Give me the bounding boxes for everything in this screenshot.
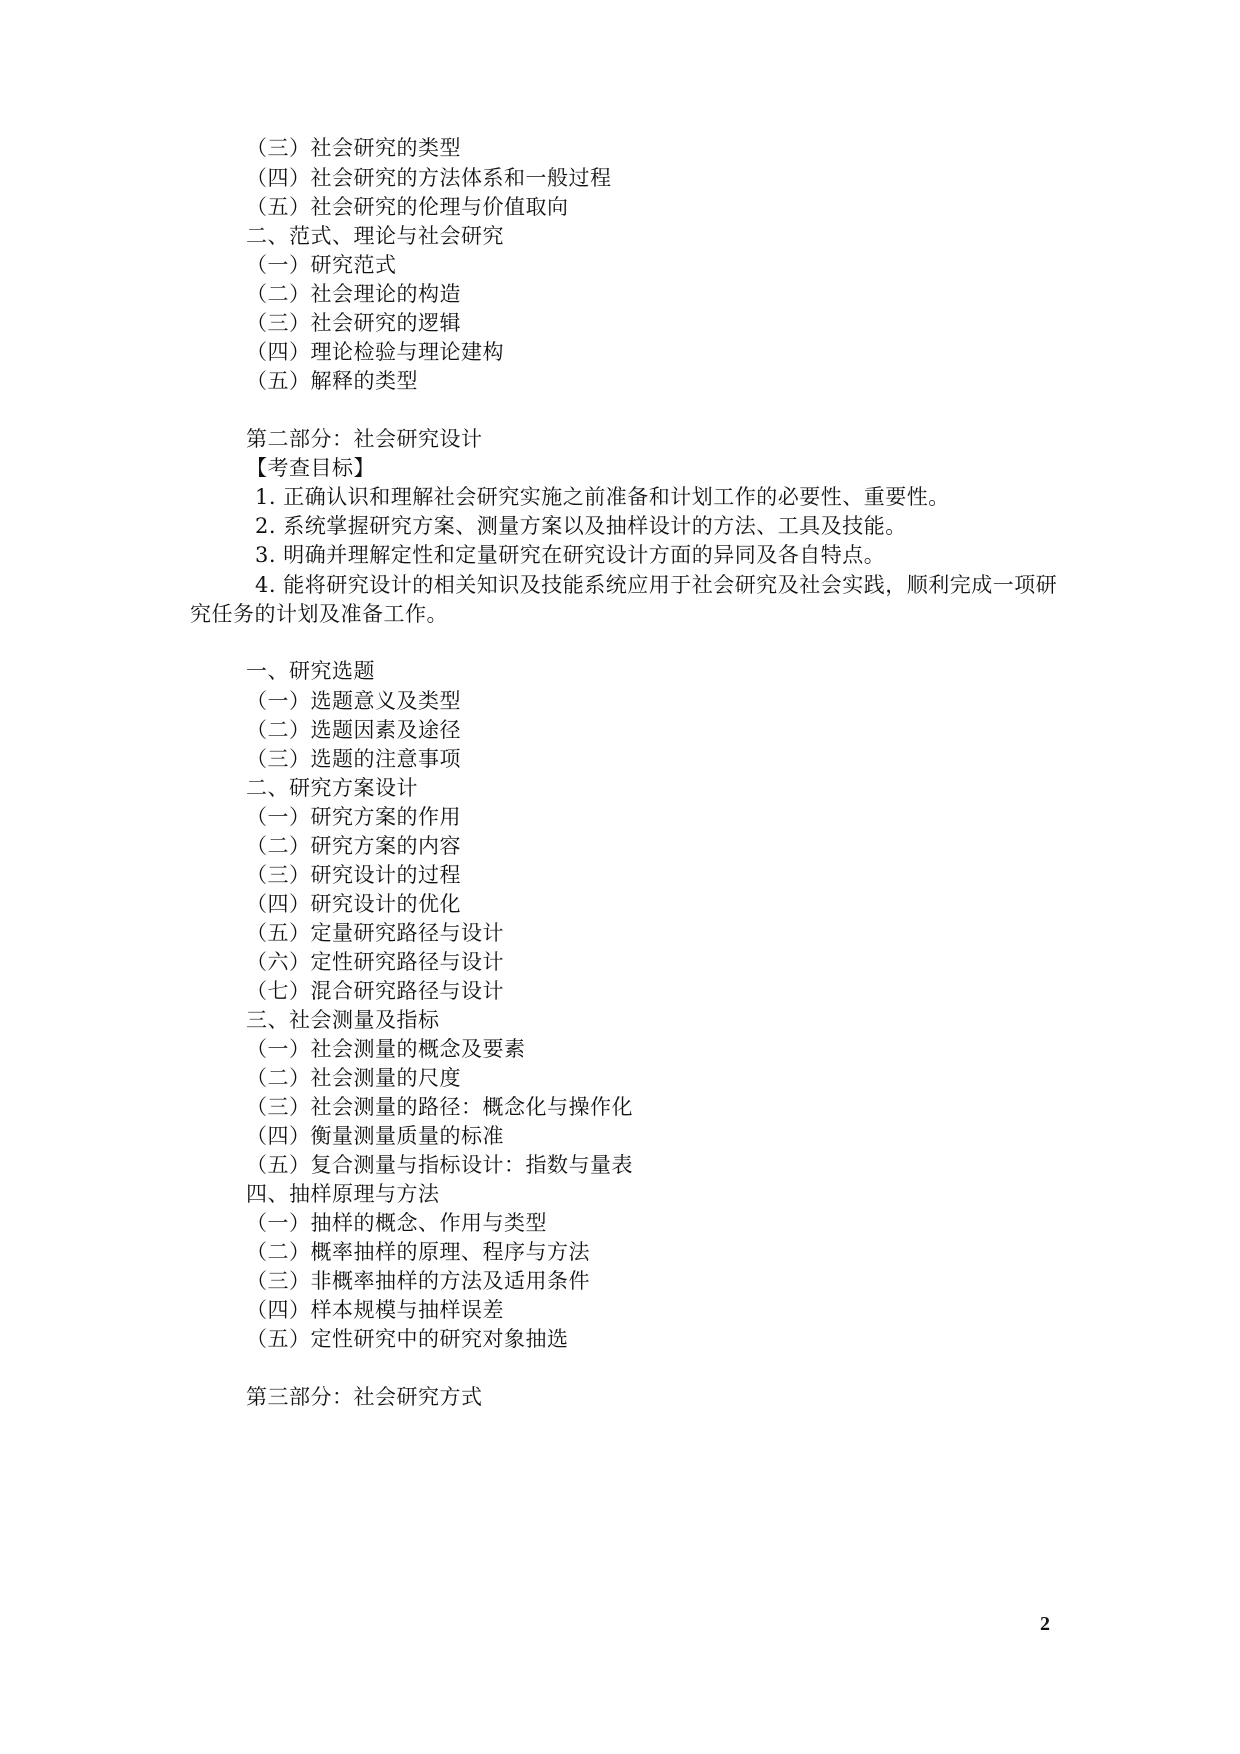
list-item: （四）样本规模与抽样误差 bbox=[246, 1298, 504, 1322]
list-item: （一）研究范式 bbox=[246, 253, 397, 277]
objective-item: 3. 明确并理解定性和定量研究在研究设计方面的异同及各自特点。 bbox=[255, 543, 886, 567]
list-item: （二）选题因素及途径 bbox=[246, 718, 461, 742]
list-item: （二）社会测量的尺度 bbox=[246, 1066, 461, 1090]
section-heading: 一、研究选题 bbox=[246, 659, 375, 683]
list-item: （四）理论检验与理论建构 bbox=[246, 340, 504, 364]
list-item: （四）研究设计的优化 bbox=[246, 892, 461, 916]
list-item: （七）混合研究路径与设计 bbox=[246, 979, 504, 1003]
list-item: （二）研究方案的内容 bbox=[246, 834, 461, 858]
list-item: （五）解释的类型 bbox=[246, 369, 418, 393]
list-item: （三）选题的注意事项 bbox=[246, 747, 461, 771]
list-item: （五）定性研究中的研究对象抽选 bbox=[246, 1327, 569, 1351]
section-heading: 二、范式、理论与社会研究 bbox=[246, 224, 504, 248]
section-heading: 四、抽样原理与方法 bbox=[246, 1182, 440, 1206]
objective-item-continuation: 究任务的计划及准备工作。 bbox=[190, 602, 448, 626]
list-item: （一）社会测量的概念及要素 bbox=[246, 1037, 526, 1061]
list-item: （三）社会研究的逻辑 bbox=[246, 311, 461, 335]
list-item: （三）社会测量的路径：概念化与操作化 bbox=[246, 1095, 633, 1119]
list-item: （四）社会研究的方法体系和一般过程 bbox=[246, 166, 612, 190]
section-heading: 二、研究方案设计 bbox=[246, 776, 418, 800]
list-item: （三）社会研究的类型 bbox=[246, 136, 461, 160]
list-item: （三）非概率抽样的方法及适用条件 bbox=[246, 1269, 590, 1293]
list-item: （二）概率抽样的原理、程序与方法 bbox=[246, 1240, 590, 1264]
part-title: 第三部分：社会研究方式 bbox=[246, 1385, 483, 1409]
page-number: 2 bbox=[1040, 1613, 1050, 1635]
list-item: （一）抽样的概念、作用与类型 bbox=[246, 1211, 547, 1235]
objective-item: 1. 正确认识和理解社会研究实施之前准备和计划工作的必要性、重要性。 bbox=[255, 485, 950, 509]
list-item: （五）复合测量与指标设计：指数与量表 bbox=[246, 1153, 633, 1177]
list-item: （一）选题意义及类型 bbox=[246, 689, 461, 713]
part-title: 第二部分：社会研究设计 bbox=[246, 427, 483, 451]
list-item: （二）社会理论的构造 bbox=[246, 282, 461, 306]
list-item: （五）定量研究路径与设计 bbox=[246, 921, 504, 945]
section-heading: 三、社会测量及指标 bbox=[246, 1008, 440, 1032]
list-item: （六）定性研究路径与设计 bbox=[246, 950, 504, 974]
list-item: （一）研究方案的作用 bbox=[246, 805, 461, 829]
list-item: （四）衡量测量质量的标准 bbox=[246, 1124, 504, 1148]
objectives-label: 【考查目标】 bbox=[246, 456, 375, 480]
list-item: （三）研究设计的过程 bbox=[246, 863, 461, 887]
objective-item: 2. 系统掌握研究方案、测量方案以及抽样设计的方法、工具及技能。 bbox=[255, 514, 907, 538]
objective-item: 4. 能将研究设计的相关知识及技能系统应用于社会研究及社会实践，顺利完成一项研 bbox=[255, 573, 1058, 597]
list-item: （五）社会研究的伦理与价值取向 bbox=[246, 195, 569, 219]
